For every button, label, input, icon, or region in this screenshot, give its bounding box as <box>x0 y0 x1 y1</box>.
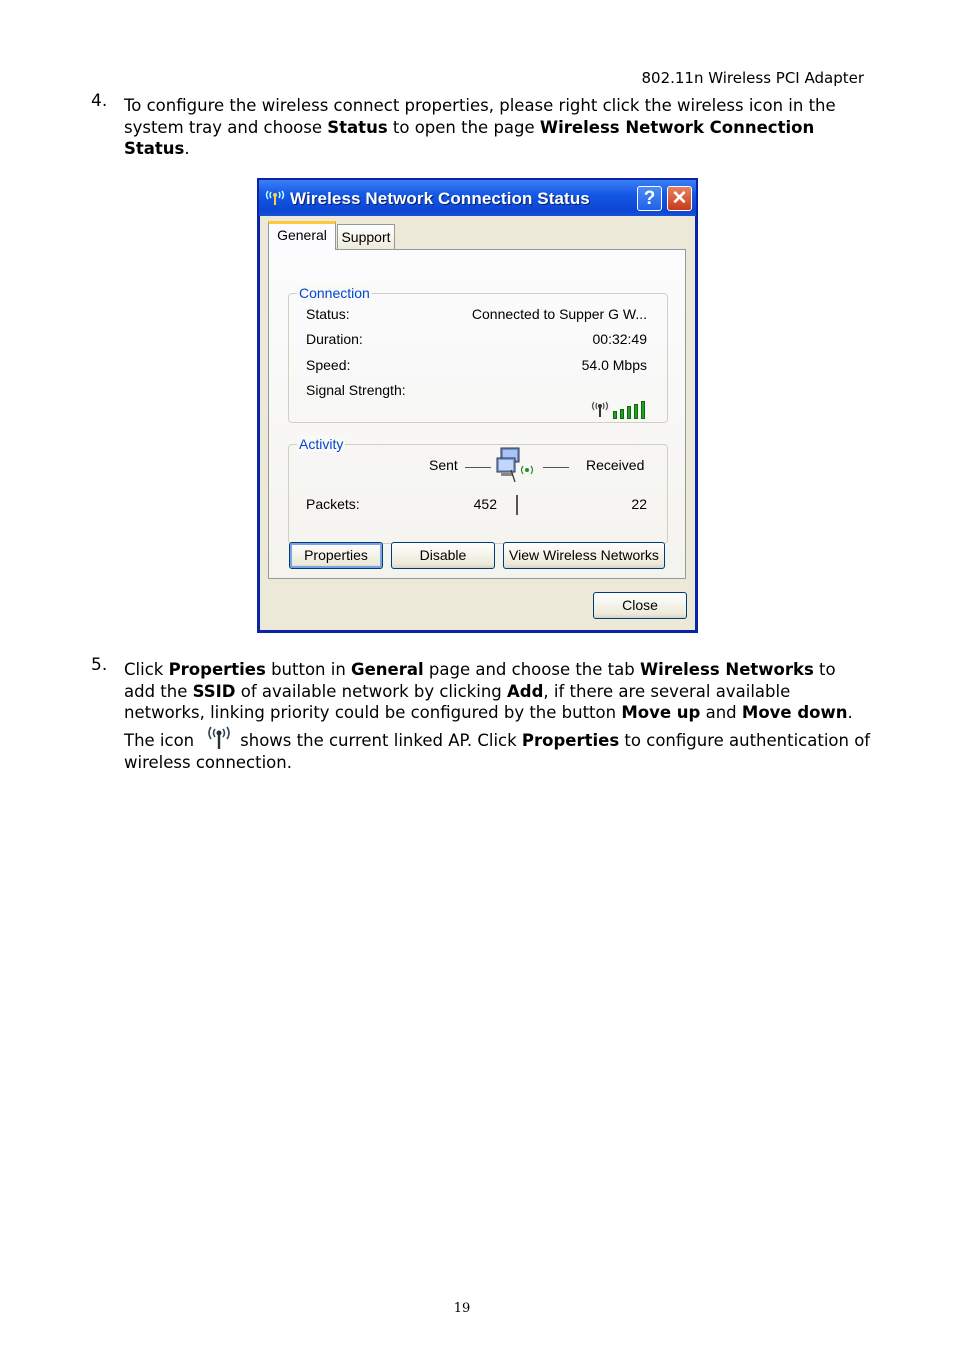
duration-value: 00:32:49 <box>592 331 647 347</box>
speed-label: Speed: <box>306 357 351 373</box>
group-title: Connection <box>299 285 370 301</box>
bold-text: Move down <box>741 703 848 722</box>
close-icon[interactable]: ✕ <box>667 186 692 211</box>
bold-text: Move up <box>621 703 701 722</box>
text: shows the current linked AP. Click <box>240 730 522 750</box>
text: and <box>700 703 742 722</box>
text: to add the <box>124 660 836 701</box>
general-panel <box>268 249 686 579</box>
step-text <box>124 659 871 773</box>
signal-strength-label: Signal Strength: <box>306 382 406 398</box>
signal-bar <box>634 404 638 420</box>
status-value: Connected to Supper G W... <box>471 306 647 322</box>
close-button[interactable]: Close <box>593 592 687 619</box>
text: Click <box>124 660 169 679</box>
received-line <box>543 467 569 468</box>
step-5 <box>91 655 871 773</box>
group-title: Activity <box>299 436 344 452</box>
document-header: 802.11n Wireless PCI Adapter <box>641 69 864 87</box>
signal-bar <box>641 401 645 419</box>
help-button[interactable]: ? <box>637 186 662 211</box>
text: to open the page <box>387 117 540 137</box>
packets-divider <box>516 495 518 515</box>
bold-text: Add <box>507 681 544 701</box>
speed-value: 54.0 Mbps <box>581 357 647 373</box>
view-wireless-networks-button[interactable]: View Wireless Networks <box>503 542 665 569</box>
text: to configure authentication of wireless connection. <box>124 730 871 772</box>
step-number: 4. <box>91 91 108 111</box>
bold-text: SSID <box>192 681 236 701</box>
text: , if there are several available networks, linking priority could be configured by the button <box>124 681 791 722</box>
tab-general[interactable]: General <box>268 221 336 250</box>
received-label: Received <box>586 457 645 473</box>
text: page and choose the tab <box>423 660 640 679</box>
bold-text: Properties <box>521 730 620 750</box>
dialog-title: Wireless Network Connection Status <box>290 189 590 208</box>
network-computers-icon <box>495 446 539 486</box>
page-number: 19 <box>453 1301 471 1316</box>
packets-label: Packets: <box>306 496 360 512</box>
step-text <box>124 95 871 160</box>
text: . The icon <box>124 703 853 750</box>
sent-label: Sent <box>429 457 458 473</box>
disable-button[interactable]: Disable <box>391 542 495 569</box>
bold-text: General <box>351 660 424 679</box>
step-number: 5. <box>91 655 108 675</box>
text: To configure the wireless connect properties, please right click the wireless icon in the system tray and choose <box>124 96 836 137</box>
wireless-icon <box>264 187 286 207</box>
tab-support[interactable]: Support <box>337 224 395 250</box>
duration-label: Duration: <box>306 331 363 347</box>
signal-bar <box>620 409 624 420</box>
status-label: Status: <box>306 306 350 322</box>
wireless-signal-icon <box>591 399 609 419</box>
packets-sent-value: 452 <box>473 496 497 512</box>
signal-strength-bars <box>607 399 647 419</box>
dialog-client <box>260 216 695 630</box>
text: of available network by clicking <box>235 681 507 701</box>
signal-bar <box>613 411 617 419</box>
bold-text: Wireless Network Connection Status <box>124 117 815 158</box>
bold-text: Properties <box>168 660 266 679</box>
packets-received-value: 22 <box>631 496 647 512</box>
title-bar[interactable] <box>259 180 696 216</box>
wireless-status-dialog <box>257 178 698 633</box>
text: button in <box>265 660 352 679</box>
text: . <box>184 139 190 158</box>
bold-text: Wireless Networks <box>639 660 814 679</box>
signal-bar <box>627 406 631 419</box>
linked-ap-icon <box>206 724 232 752</box>
step-4 <box>91 91 871 160</box>
properties-button[interactable]: Properties <box>289 542 383 569</box>
sent-line <box>465 467 491 468</box>
bold-text: Status <box>327 117 388 137</box>
